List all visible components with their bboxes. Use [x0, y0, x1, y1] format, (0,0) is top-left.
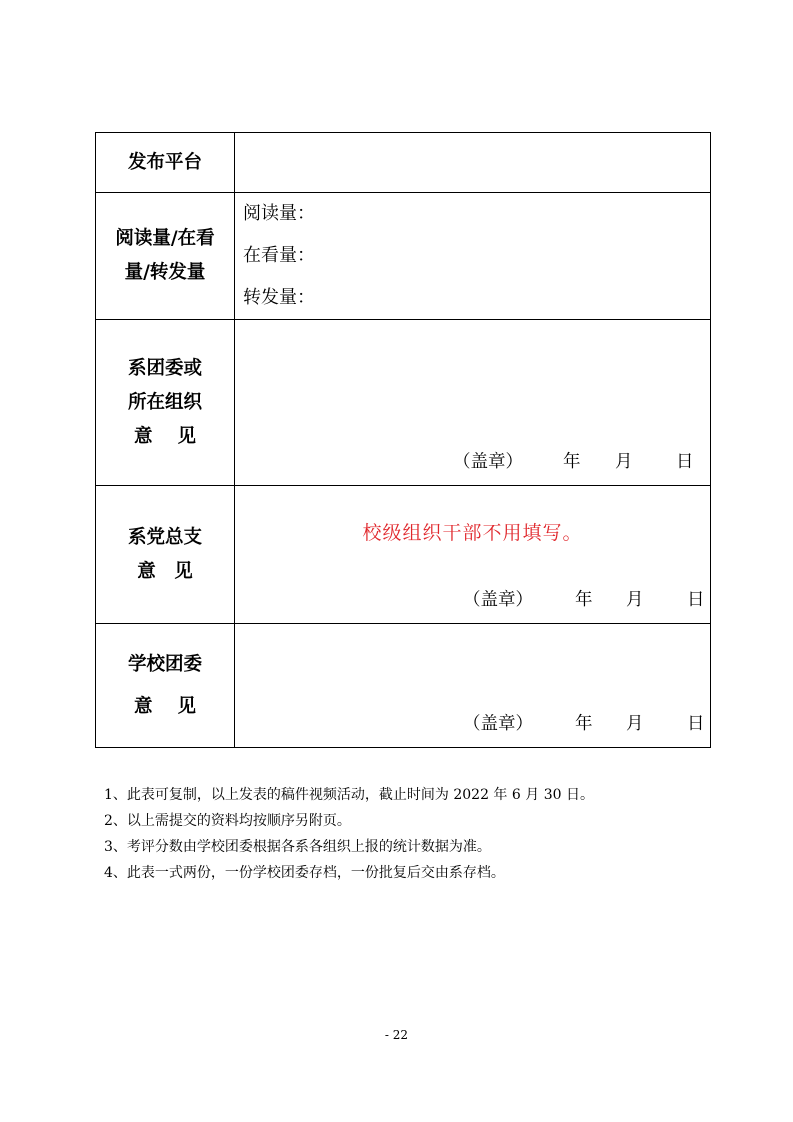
- note-item: 3、考评分数由学校团委根据各系各组织上报的统计数据为准。: [104, 839, 491, 855]
- platform-field[interactable]: [235, 133, 711, 193]
- metrics-label: [96, 193, 235, 320]
- branch-notice: 校级组织干部不用填写。: [362, 522, 583, 544]
- school-opinion-label-line-2: 意 见: [134, 695, 196, 717]
- note-item: 2、以上需提交的资料均按顺序另附页。: [104, 813, 351, 829]
- share-count-field[interactable]: 转发量：: [243, 287, 315, 308]
- metrics-label-line-1: 阅读量/在看: [115, 228, 215, 249]
- branch-seal-month: 月: [626, 590, 644, 610]
- platform-label-text: 发布平台: [127, 151, 202, 173]
- dept-opinion-field[interactable]: [235, 320, 711, 486]
- branch-seal-day: 日: [687, 590, 705, 610]
- row-dept-opinion: [96, 320, 711, 486]
- note-item: 4、此表一式两份，一份学校团委存档，一份批复后交由系存档。: [104, 865, 505, 881]
- school-opinion-label: [96, 624, 235, 748]
- dept-seal-line: [235, 353, 710, 473]
- dept-opinion-label-line-2: 所在组织: [127, 391, 202, 413]
- school-seal-day: 日: [687, 714, 705, 734]
- dept-opinion-label: [96, 320, 235, 486]
- branch-seal-line: [235, 491, 710, 611]
- dept-seal-day: 日: [676, 452, 694, 472]
- branch-opinion-label: [96, 486, 235, 624]
- branch-opinion-label-line-2: 意 见: [137, 560, 193, 582]
- metrics-field[interactable]: [235, 193, 711, 320]
- school-seal-year: 年: [575, 714, 593, 734]
- notes-list: [104, 782, 594, 886]
- branch-opinion-field[interactable]: [235, 486, 711, 624]
- school-opinion-label-line-1: 学校团委: [127, 653, 202, 675]
- school-seal-stamp: （盖章）: [463, 714, 533, 734]
- school-seal-month: 月: [626, 714, 644, 734]
- school-seal-line: [235, 615, 710, 735]
- branch-seal-stamp: （盖章）: [463, 590, 533, 610]
- metrics-label-line-2: 量/转发量: [124, 262, 206, 283]
- page-number: - 22: [384, 1028, 409, 1042]
- branch-seal-year: 年: [575, 590, 593, 610]
- read-count-field[interactable]: 阅读量：: [243, 203, 315, 224]
- school-opinion-field[interactable]: [235, 624, 711, 748]
- dept-opinion-label-line-3: 意 见: [134, 425, 196, 447]
- row-school-opinion: [96, 624, 711, 748]
- row-branch-opinion: [96, 486, 711, 624]
- row-platform: [96, 133, 711, 193]
- note-item: 1、此表可复制，以上发表的稿件视频活动，截止时间为 2022 年 6 月 30 日。: [104, 787, 594, 803]
- application-form-table: [95, 132, 711, 748]
- row-metrics: [96, 193, 711, 320]
- dept-opinion-label-line-1: 系团委或: [127, 357, 202, 379]
- branch-opinion-label-line-1: 系党总支: [127, 526, 202, 548]
- platform-label: [96, 133, 235, 193]
- watching-count-field[interactable]: 在看量：: [243, 245, 315, 266]
- dept-seal-year: 年: [563, 452, 581, 472]
- dept-seal-stamp: （盖章）: [453, 452, 523, 472]
- dept-seal-month: 月: [615, 452, 633, 472]
